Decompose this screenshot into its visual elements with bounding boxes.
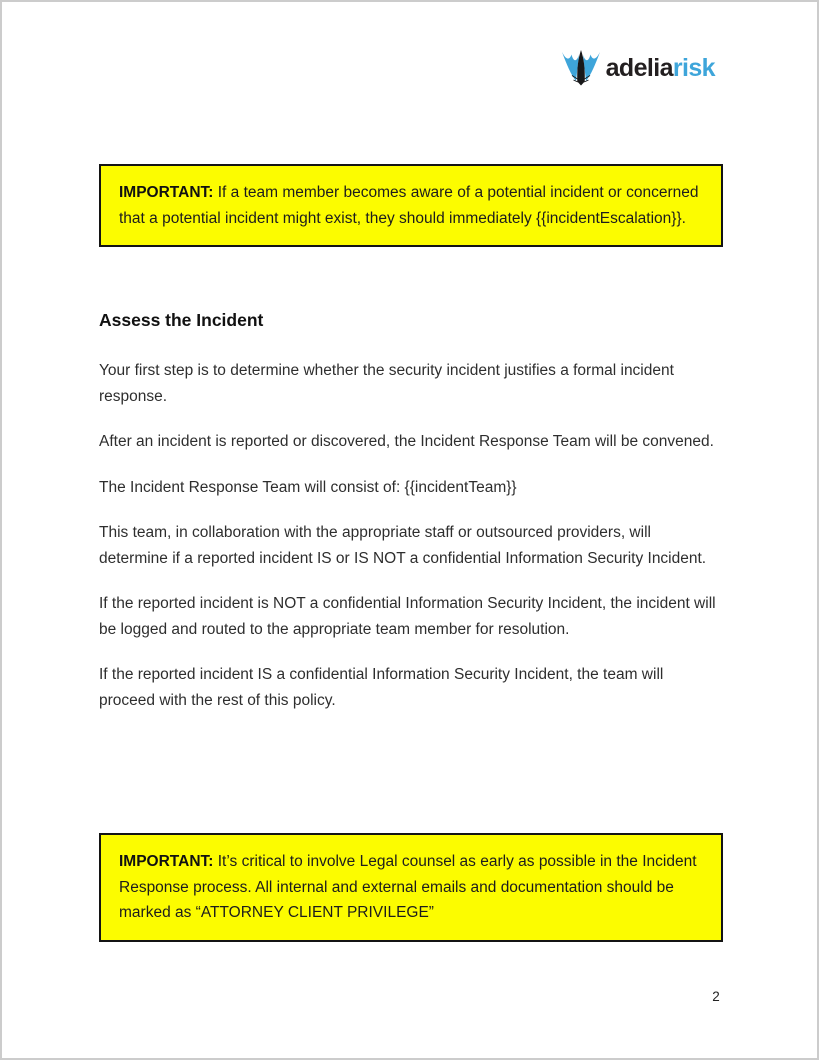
section-assess-the-incident xyxy=(99,309,723,733)
paragraph: The Incident Response Team will consist of: {{incidentTeam}} xyxy=(99,478,517,496)
logo-wordmark xyxy=(606,50,715,86)
important-label: IMPORTANT: xyxy=(119,184,214,201)
section-heading: Assess the Incident xyxy=(99,310,264,330)
paragraph: This team, in collaboration with the appropriate staff or outsourced providers, will determine if a reported incident IS or IS NOT a confidential Information Security Incident. xyxy=(99,524,707,567)
paragraph: After an incident is reported or discovered, the Incident Response Team will be convened. xyxy=(99,433,714,450)
important-text: If a team member becomes aware of a potential incident or concerned that a potential incident might exist, they should immediately {{incidentEscalation}}. xyxy=(119,184,699,227)
adeliarisk-logo xyxy=(561,49,715,87)
important-callout-bottom-paragraph xyxy=(119,849,703,926)
important-callout-top-paragraph xyxy=(119,180,703,231)
paragraph: If the reported incident IS a confidential Information Security Incident, the team will proceed with the rest of this policy. xyxy=(99,666,664,709)
important-callout-bottom xyxy=(99,833,723,942)
page-number: 2 xyxy=(712,989,720,1004)
paragraph: If the reported incident is NOT a confidential Information Security Incident, the incident will be logged and routed to the appropriate team member for resolution. xyxy=(99,595,716,638)
important-text: It’s critical to involve Legal counsel as early as possible in the Incident Response process. All internal and external emails and documentation should be marked as “ATTORNEY CLIENT PRIVILEGE” xyxy=(119,853,697,921)
important-callout-top xyxy=(99,164,723,247)
logo-text-risk: risk xyxy=(672,54,715,82)
adeliarisk-wings-icon xyxy=(561,49,601,87)
paragraph: Your first step is to determine whether the security incident justifies a formal incident response. xyxy=(99,362,674,405)
important-label: IMPORTANT: xyxy=(119,853,214,870)
logo-text-adelia: adelia xyxy=(605,54,673,82)
